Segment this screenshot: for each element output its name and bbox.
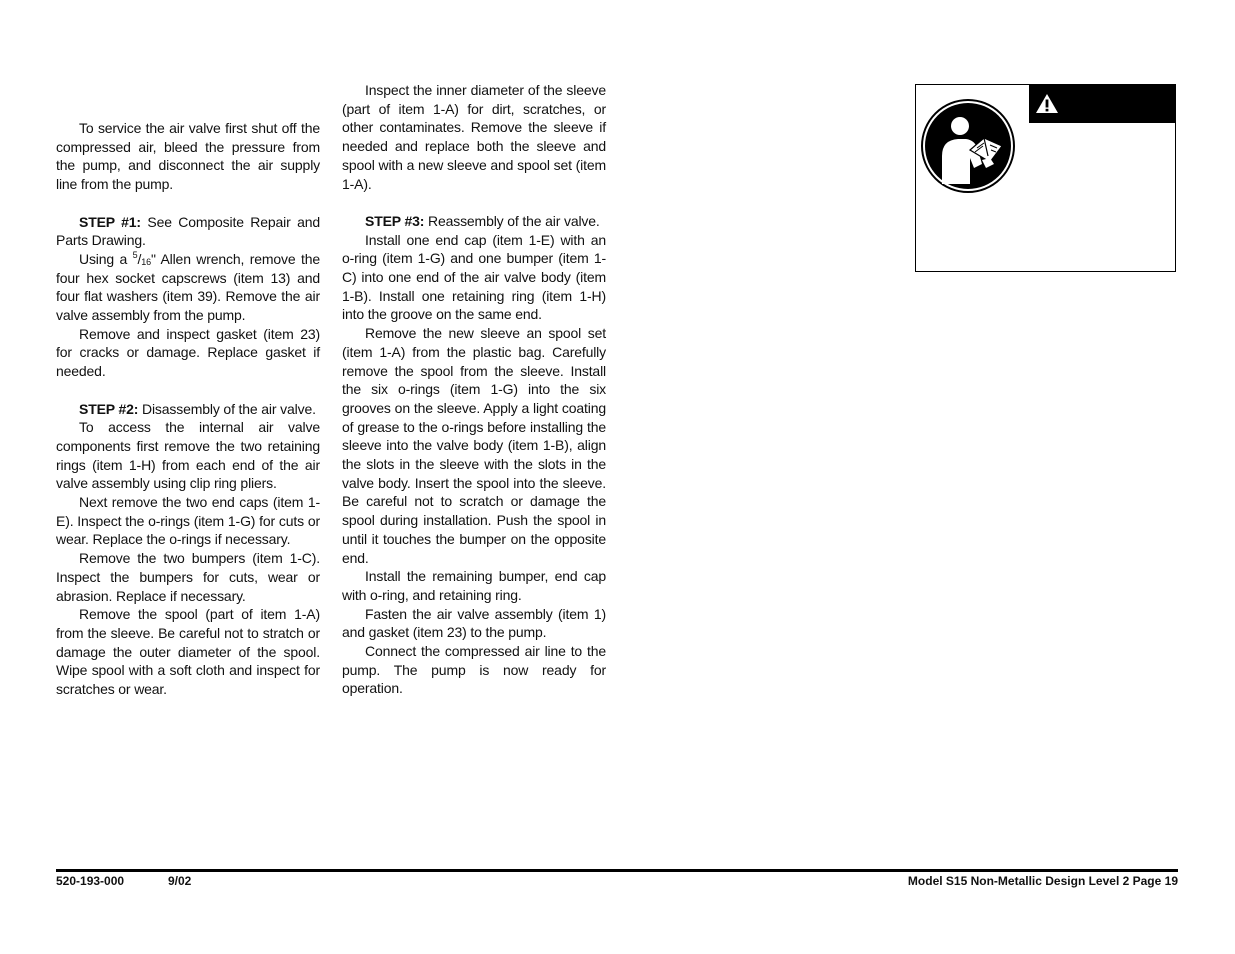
step2-paragraph-3: Remove the two bumpers (item 1-C). Inspect the bumpers for cuts, wear or abrasion. Replace if necessary. bbox=[56, 550, 320, 604]
fraction-denominator: 16 bbox=[141, 256, 151, 267]
step1-p1-text-a: Using a bbox=[79, 250, 133, 267]
footer-document-number: 520-193-000 bbox=[56, 874, 125, 888]
step2-label: STEP #2: bbox=[79, 400, 139, 417]
step3-paragraph-2: Remove the new sleeve an spool set (item 1-A) from the plastic bag. Carefully remove the spool from the sleeve. Install the six o-rings (item 1-G) into the six grooves on the sleeve. Apply a light coating of grease to the o-rings before installing the sleeve into the valve body (item 1-B), align the slots in the sleeve with the slots in the valve body. Insert the spool into the sleeve. Be careful not to scratch or damage the spool during installation. Push the spool in until it touches the bumper on the opposite end. bbox=[342, 325, 606, 566]
step2-paragraph-4: Remove the spool (part of item 1-A) from the sleeve. Be careful not to stratch or damage the outer diameter of the spool. Wipe spool with a soft cloth and inspect for scratches or wear. bbox=[56, 606, 320, 698]
step3-paragraph-3: Install the remaining bumper, end cap with o-ring, and retaining ring. bbox=[342, 568, 606, 603]
step3-heading bbox=[342, 212, 606, 231]
step3-paragraph-5: Connect the compressed air line to the pump. The pump is now ready for operation. bbox=[342, 643, 606, 697]
footer-rule bbox=[56, 869, 1178, 872]
step1-heading bbox=[56, 213, 320, 250]
step1-paragraph-1 bbox=[56, 250, 320, 325]
read-manual-icon bbox=[920, 98, 1016, 194]
step3-paragraph-4: Fasten the air valve assembly (item 1) and gasket (item 23) to the pump. bbox=[342, 605, 606, 641]
sleeve-inspection-paragraph: Inspect the inner diameter of the sleeve (part of item 1-A) for dirt, scratches, or other contaminates. Remove the sleeve if needed and replace both the sleeve and spool with a new sleeve and spool set (item 1-A). bbox=[342, 82, 606, 192]
step1-title: See Composite Repair and Parts Drawing. bbox=[56, 213, 320, 249]
step1-p1-text-b: " Allen wrench, remove the four hex socket capscrews (item 13) and four flat washers (item 39). Remove the air valve assembly from the pump. bbox=[56, 250, 320, 324]
step2-paragraph-1: To access the internal air valve components first remove the two retaining rings (item 1-H) from each end of the air valve assembly using clip ring pliers. bbox=[56, 419, 320, 492]
step1-label: STEP #1: bbox=[79, 213, 141, 230]
warning-box bbox=[915, 84, 1176, 272]
fraction-slash: / bbox=[137, 250, 142, 267]
step2-title: Disassembly of the air valve. bbox=[138, 400, 316, 417]
step2-heading bbox=[56, 400, 320, 419]
step1-paragraph-2: Remove and inspect gasket (item 23) for cracks or damage. Replace gasket if needed. bbox=[56, 325, 320, 380]
warning-triangle-icon bbox=[1035, 93, 1059, 114]
step3-paragraph-1: Install one end cap (item 1-E) with an o-ring (item 1-G) and one bumper (item 1-C) into one end of the air valve body (item 1-B). Install one retaining ring (item 1-H) into the groove on the same end. bbox=[342, 231, 606, 323]
fraction-numerator: 5 bbox=[132, 249, 138, 260]
left-text-column bbox=[56, 119, 320, 699]
footer-page-label: Model S15 Non-Metallic Design Level 2 Page 19 bbox=[907, 874, 1178, 888]
step3-label: STEP #3: bbox=[365, 212, 425, 229]
intro-paragraph: To service the air valve first shut off the compressed air, bleed the pressure from the pump, and disconnect the air supply line from the pump. bbox=[56, 120, 320, 193]
warning-header-bar bbox=[1029, 85, 1176, 123]
step3-title: Reassembly of the air valve. bbox=[424, 212, 600, 229]
middle-text-column bbox=[342, 81, 606, 698]
footer-date: 9/02 bbox=[168, 874, 192, 888]
step2-paragraph-2: Next remove the two end caps (item 1-E). Inspect the o-rings (item 1-G) for cuts or wear. Replace the o-rings if necessary. bbox=[56, 494, 320, 548]
